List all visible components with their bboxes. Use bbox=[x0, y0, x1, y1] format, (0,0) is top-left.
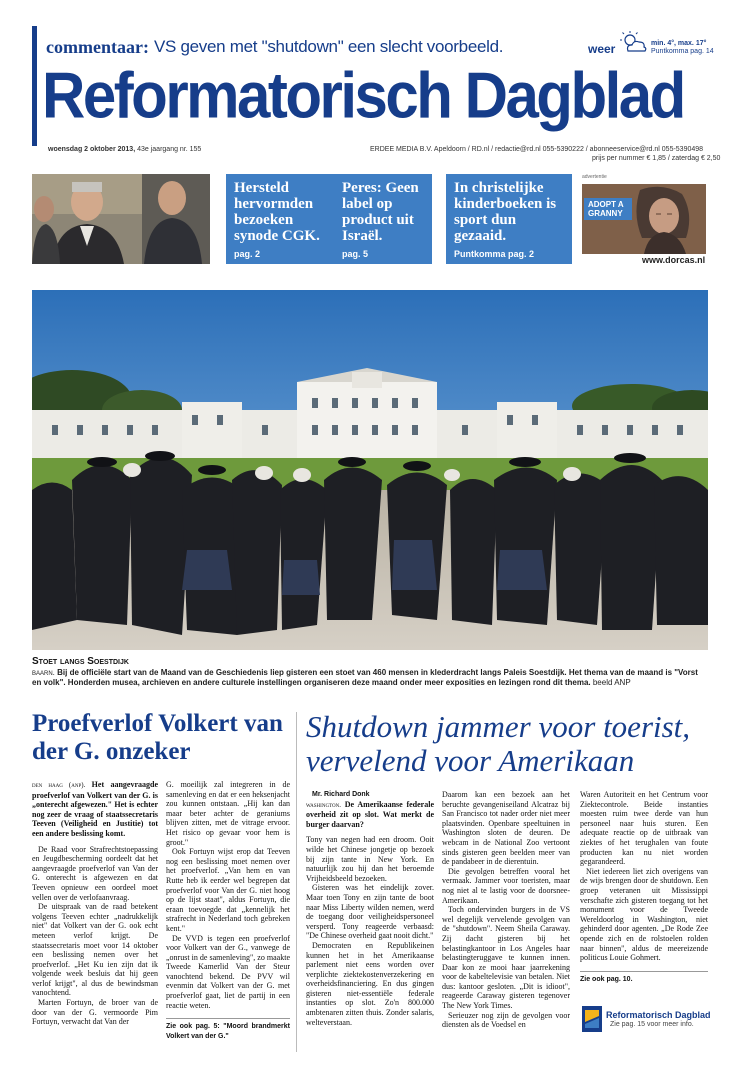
issue-price: prijs per nummer € 1,85 / zaterdag € 2,50 bbox=[592, 155, 721, 162]
sun-cloud-icon bbox=[618, 30, 648, 54]
column-divider bbox=[296, 712, 297, 1052]
article-paragraph: Gisteren was het eindelijk zover. Maar toen Tony en zijn tante de boot naar Miss Liberty wilden nemen, werd de toegang door veiligheidspersoneel versperd. Tony reageerde verbaasd: "De Chinese overheid gaat nooit dicht." bbox=[306, 883, 434, 941]
weather-label: weer bbox=[588, 42, 616, 56]
weather-temperature: min. 4°, max. 17° bbox=[651, 40, 707, 47]
teaser-photo-synod[interactable] bbox=[32, 174, 210, 264]
article-paragraph: Ook Fortuyn wijst erop dat Teeven nog een beslissing moet nemen over het proefverlof. „Van hem en van Rutte heb ik eerder wel begrepen dat proefverlof voor Van der G. niet hoog op de lijst staat", aldus Fortuyn, die eraan toevoegde dat „kennelijk het strafrecht in Nederland toch gebreken kent." bbox=[166, 847, 290, 933]
teaser-page-ref: Puntkomma pag. 2 bbox=[454, 249, 535, 259]
teaser-box-peres[interactable] bbox=[334, 174, 432, 264]
article-paragraph: Toch ondervinden burgers in de VS wel degelijk vervelende gevolgen van de "shutdown". Neem Sheila Caraway. Zij dacht gisteren bij het belastingkantoor in Los Angeles haar belastingteruggave te kunnen innen. Daar kon ze mooi haar jaarrekening voor de kabeltelevisie van betalen. Niet dus: kantoor gesloten. „Dit is idioot", reageerde Caraway gisteren tegenover The New York Times. bbox=[442, 905, 570, 1011]
teaser-box-synod[interactable] bbox=[226, 174, 342, 264]
article-paragraph: Waren Autoriteit en het Centrum voor Ziektecontrole. Beide instanties moesten ruim twee derde van hun personeel naar huis sturen. Een adequate reactie op de uitbraak van ziektes of het terughalen van foute producten kan nu niet worden gegarandeerd. bbox=[580, 790, 708, 867]
article-paragraph: De VVD is tegen een proefverlof voor Volkert van der G., vanwege de „onrust in de samenleving", zo maakte Tweede Kamerlid Van der Steur vanochtend bekend. De PVV wil evenmin dat Volkert van der G. met proefverlof gaat, liet de partij in een reactie weten. bbox=[166, 933, 290, 1010]
publisher-contact: ERDEE MEDIA B.V. Apeldoorn / RD.nl / redactie@rd.nl 055-5390222 / abonneeservice@rd.nl 055-5390498 bbox=[370, 146, 704, 153]
article-column bbox=[166, 780, 290, 1041]
article-dateline: washington. bbox=[306, 800, 341, 809]
photo-caption-heading: Stoet langs Soestdijk bbox=[32, 656, 129, 667]
advertisement-badge: ADOPT A GRANNY bbox=[584, 198, 632, 220]
article-column bbox=[580, 790, 708, 984]
commentary-label: commentaar: bbox=[46, 37, 149, 57]
advertisement-label: advertentie bbox=[582, 174, 607, 180]
teaser-title: Hersteld hervormden bezoeken synode CGK. bbox=[234, 180, 320, 244]
advertisement-url[interactable]: www.dorcas.nl bbox=[642, 255, 706, 265]
newspaper-logo-icon bbox=[582, 1006, 602, 1032]
see-also-link[interactable]: Zie ook pag. 5: "Moord brandmerkt Volkert van der G." bbox=[166, 1018, 290, 1041]
article-paragraph: Daarom kan een bezoek aan het beruchte gevangeniseiland Alcatraz bij San Francisco tot nader order niet meer plaatsvinden. Openbare speeltuinen in Washington sloten de deuren. De webcam in de National Zoo vertoont sinds gisteren geen beelden meer van de pandabeer in de dierentuin. bbox=[442, 790, 570, 867]
teaser-box-childrens-books[interactable] bbox=[446, 174, 572, 264]
footer-info: Zie pag. 15 voor meer info. bbox=[610, 1021, 694, 1028]
teaser-title: In christelijke kinderboeken is sport dun gezaaid. bbox=[454, 180, 557, 244]
article-lead: De Amerikaanse federale overheid zit op slot. Wat merkt de burger daarvan? bbox=[306, 799, 434, 829]
article-paragraph: Serieuzer nog zijn de gevolgen voor diensten als de Voedsel en bbox=[442, 1010, 570, 1030]
article-paragraph: De Raad voor Strafrechtstoepassing en Jeugdbescherming oordeelt dat het aangevraagde proefverlof van Van der G. onterecht is afgewezen en dat Teeven opnieuw een oordeel moet vellen over de verlofaanvraag. bbox=[32, 844, 158, 902]
masthead-accent-rule bbox=[32, 26, 37, 146]
main-photo-soestdijk-procession[interactable] bbox=[32, 290, 708, 650]
article-column bbox=[32, 780, 158, 1027]
see-also-link[interactable]: Zie ook pag. 10. bbox=[580, 971, 708, 985]
footer-brand-name[interactable]: Reformatorisch Dagblad bbox=[606, 1010, 711, 1020]
teaser-page-ref: pag. 5 bbox=[342, 249, 369, 259]
photo-caption bbox=[32, 668, 708, 688]
article-paragraph: G. moeilijk zal integreren in de samenleving en dat er een heksenjacht zou kunnen ontstaan. „Hij kan dan maar beter achter de geraniums blijven zitten, met de vitrage ervoor. Het risico op gevaar voor hem is groot." bbox=[166, 780, 290, 847]
article-paragraph: Marten Fortuyn, de broer van de door van der G. vermoorde Pim Fortuyn, verwacht dat Van der bbox=[32, 998, 158, 1027]
article-lead: Het aangevraagde proefverlof van Volkert van der G. is „onterecht afgewezen." Het is echter nog zeer de vraag of staatssecretaris Teeven (Veiligheid en Justitie) tot een andere beslissing komt. bbox=[32, 780, 158, 838]
teaser-page-ref: pag. 2 bbox=[234, 249, 261, 259]
issue-number: 43e jaargang nr. 155 bbox=[137, 146, 202, 153]
article-dateline: den haag (anp). bbox=[32, 781, 86, 789]
article-byline: Mr. Richard Donk bbox=[312, 791, 370, 798]
article-headline-volkert[interactable]: Proefverlof Volkert van der G. onzeker bbox=[32, 710, 283, 765]
article-column bbox=[306, 790, 434, 1027]
issue-date: woensdag 2 oktober 2013, bbox=[48, 146, 136, 153]
caption-place: baarn. bbox=[32, 668, 55, 677]
article-column bbox=[442, 790, 570, 1030]
article-paragraph: De uitspraak van de raad betekent volgens Teeven echter „nadrukkelijk niet" dat Volkert van der G. ook echt meteen verlof krijgt. De staatssecretaris moet voor 14 oktober een beslissing nemen over het proefverlof. „Het Ku ien zijn dat ik volgende week besluis dat hij geen verlof krijgt", al dus de bewindsman vanochtend. bbox=[32, 902, 158, 998]
issue-dateline bbox=[48, 146, 201, 153]
caption-body: Bij de officiële start van de Maand van de Geschiedenis liep gisteren een stoet van 460 mensen in klederdracht langs Paleis Soestdijk. Het thema van de maand is "Vorst en volk". Honderden musea, archieven en andere culturele instellingen organiseren deze maand onder meer exposities en lezingen rond dit thema. bbox=[32, 668, 698, 687]
article-paragraph: Die gevolgen betreffen vooral het vermaak. Jammer voor toeristen, maar nog niet al te lastig voor de doorsnee-Amerikaan. bbox=[442, 866, 570, 905]
article-paragraph: Tony van negen had een droom. Ooit wilde het Chinese jongetje op bezoek bij zijn tante in New York. En natuurlijk zou hij dan het beroemde Vrijheidsbeeld bezoeken. bbox=[306, 835, 434, 883]
article-paragraph: Democraten en Republikeinen kunnen het in het Amerikaanse parlement niet eens worden over verplichte ziektekostenverzekering en overheidsfinanciering. En dus gingen gisteren niet-essentiële federale instanties op slot. Zo'n 800.000 ambtenaren zitten thuis. Zonder salaris, welteverstaan. bbox=[306, 940, 434, 1027]
weather-page-ref: Puntkomma pag. 14 bbox=[651, 48, 714, 55]
commentary-link[interactable]: VS geven met "shutdown" een slecht voorbeeld. bbox=[154, 37, 504, 56]
teaser-title: Peres: Geen label op product uit Israël. bbox=[342, 180, 419, 244]
article-paragraph: Niet iedereen liet zich overigens van de wijs brengen door de shutdown. Een groep veteranen uit Mississippi verschafte zich gisteren toegang tot het monument voor de Tweede Wereldoorlog in Washington, niet gehinderd door agenten. „De Rode Zee opende zich en de rolstoelen rolden naar binnen", aldus de meereizende politicus Louie Gohmert. bbox=[580, 866, 708, 963]
article-headline-shutdown[interactable]: Shutdown jammer voor toerist, vervelend voor Amerikaan bbox=[306, 709, 691, 778]
caption-credit: beeld ANP bbox=[592, 678, 631, 687]
newspaper-masthead: Reformatorisch Dagblad bbox=[42, 59, 684, 132]
